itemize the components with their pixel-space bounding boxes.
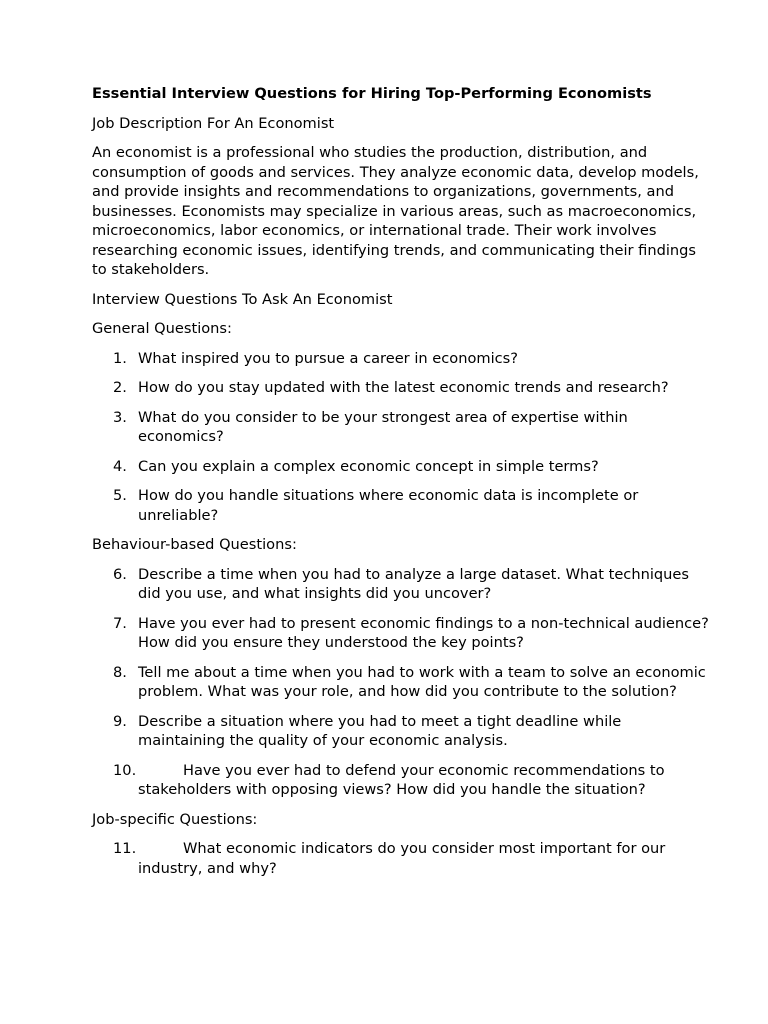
section-heading-general: General Questions: — [92, 320, 232, 337]
list-item-text: How do you stay updated with the latest economic trends and research? — [138, 379, 669, 396]
list-item-number: 8. — [113, 663, 127, 681]
list-item-text: Have you ever had to present economic findings to a non-technical audience? How did you ensure they understood the key points? — [138, 614, 709, 651]
section-heading-behaviour: Behaviour-based Questions: — [92, 536, 297, 553]
list-item — [92, 457, 712, 477]
question-list-job-specific — [92, 839, 712, 878]
list-item — [92, 614, 712, 653]
list-item-text: Describe a time when you had to analyze a large dataset. What techniques did you use, and what insights did you uncover? — [138, 565, 689, 602]
list-item-text: How do you handle situations where economic data is incomplete or unreliable? — [138, 487, 639, 524]
list-item — [92, 712, 712, 751]
list-item-text: What economic indicators do you consider most important for our industry, and why? — [138, 840, 666, 877]
question-list-general — [92, 349, 712, 526]
list-item-number: 5. — [113, 487, 127, 504]
list-item-text: What inspired you to pursue a career in economics? — [138, 349, 519, 367]
list-item-number: 1. — [113, 349, 127, 367]
list-item — [92, 349, 712, 369]
question-list-behaviour — [92, 565, 712, 800]
list-item-text: Can you explain a complex economic concept in simple terms? — [138, 457, 599, 475]
list-item-number: 10. — [113, 761, 137, 779]
list-item — [92, 663, 712, 702]
list-item-text: Describe a situation where you had to meet a tight deadline while maintaining the quality of your economic analysis. — [138, 712, 622, 749]
list-item — [92, 839, 712, 878]
list-item-number: 6. — [113, 565, 127, 583]
list-item — [92, 486, 712, 525]
list-item-number: 4. — [113, 457, 127, 475]
list-item-text: What do you consider to be your strongest area of expertise within economics? — [138, 408, 628, 445]
list-item-text: Have you ever had to defend your economic recommendations to stakeholders with opposing views? How did you handle the situation? — [138, 761, 665, 798]
list-item — [92, 378, 712, 398]
interview-questions-heading: Interview Questions To Ask An Economist — [92, 290, 393, 308]
list-item-number: 2. — [113, 379, 127, 396]
job-description-paragraph: An economist is a professional who studies the production, distribution, and consumption of goods and services. They analyze economic data, develop models, and provide insights and recommendations to organizations, governments, and businesses. Economists may specialize in various areas, such as macroeconomics, microeconomics, labor economics, or international trade. Their work involves researching economic issues, identifying trends, and communicating their findings to stakeholders. — [92, 144, 699, 278]
list-item-number: 9. — [113, 712, 127, 730]
list-item — [92, 761, 712, 800]
list-item-number: 7. — [113, 614, 127, 632]
list-item — [92, 408, 712, 447]
job-description-heading: Job Description For An Economist — [92, 114, 335, 132]
section-heading-job-specific: Job-specific Questions: — [92, 810, 258, 828]
list-item-number: 11. — [113, 840, 137, 857]
list-item — [92, 565, 712, 604]
list-item-number: 3. — [113, 408, 127, 426]
list-item-text: Tell me about a time when you had to work with a team to solve an economic problem. What was your role, and how did you contribute to the solution? — [138, 663, 706, 700]
document-title: Essential Interview Questions for Hiring Top-Performing Economists — [92, 85, 652, 102]
